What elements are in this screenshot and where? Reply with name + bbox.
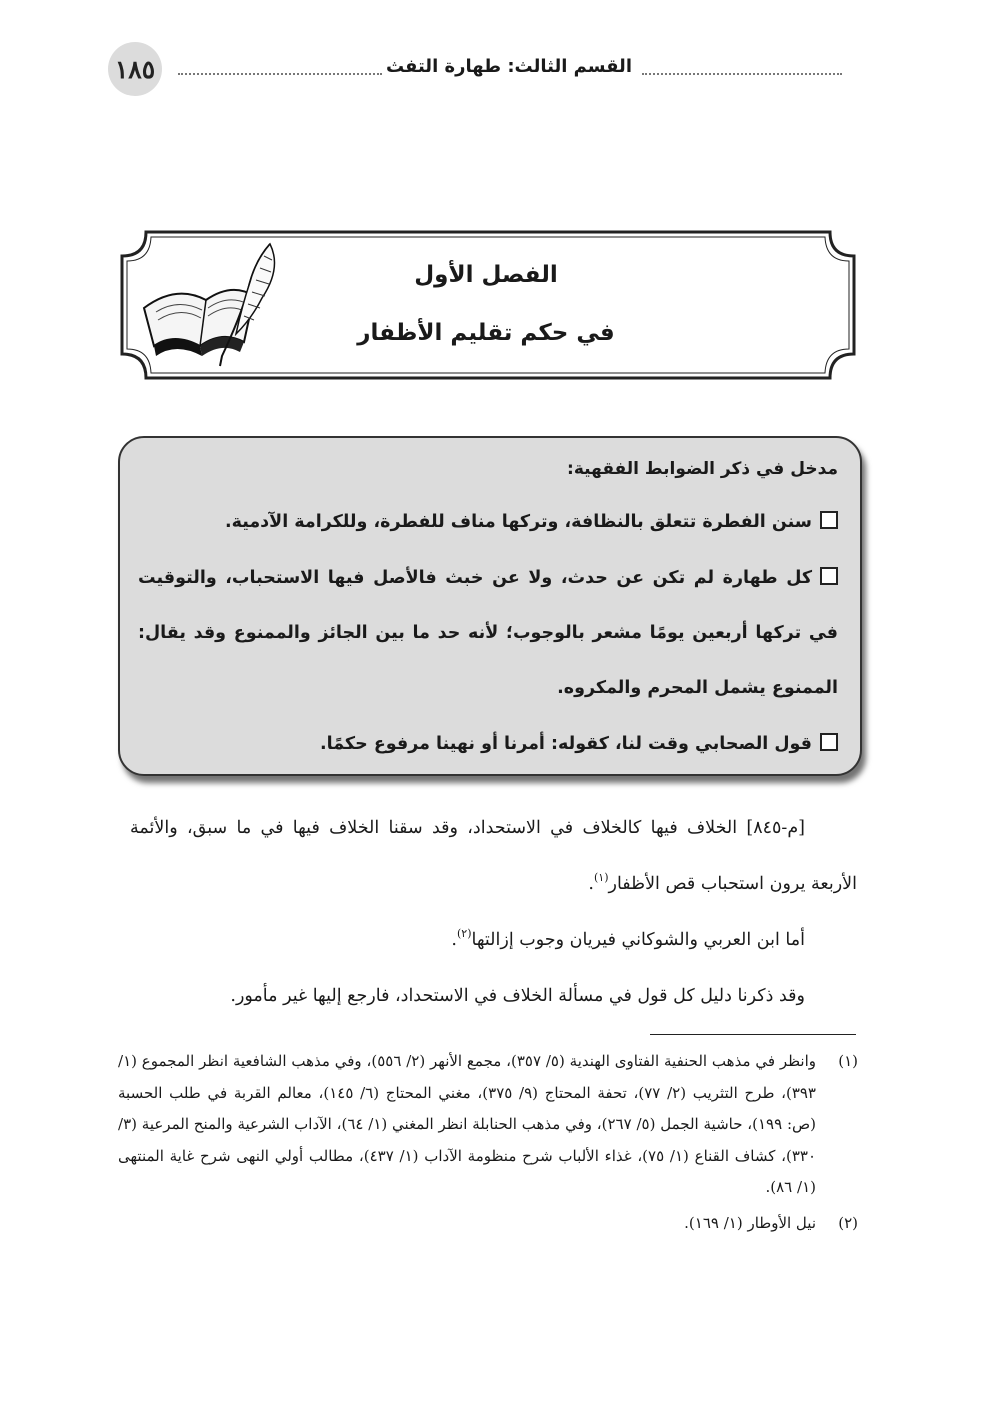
- footnote-ref[interactable]: (٢): [456, 927, 472, 940]
- footnote-separator: [650, 1034, 856, 1035]
- footnotes: [118, 1046, 858, 1239]
- rule-item: [138, 716, 838, 773]
- running-header-title: القسم الثالث: طهارة التفث: [385, 56, 632, 77]
- page-number: ١٨٥: [108, 42, 162, 96]
- rules-heading: مدخل في ذكر الضوابط الفقهية:: [567, 459, 838, 479]
- paragraph-punctuation: .: [451, 930, 457, 950]
- rule-item: [138, 551, 838, 716]
- page-header: [108, 42, 848, 98]
- footnote-number: (٢): [838, 1213, 858, 1232]
- checkbox-bullet-icon: [820, 733, 838, 751]
- book-and-quill-icon: [136, 238, 276, 378]
- footnote-text: وانظر في مذهب الحنفية الفتاوى الهندية (٥/ ٣٥٧)، مجمع الأنهر (٢/ ٥٥٦)، وفي مذهب الشافعية انظر المجموع (١/ ٣٩٣)، طرح التثريب (٢/ ٧٧)، تحفة المحتاج (٩/ ٣٧٥)، مغني المحتاج (٦/ ١٤٥)، معالم القربة في طلب الحسبة (ص: ١٩٩)، حاشية الجمل (٥/ ٢٦٧)، وفي مذهب الحنابلة انظر المغني (١/ ٦٤)، الآداب الشرعية والمنح المرعية (٣/ ٣٣٠)، كشاف القناع (١/ ٧٥)، غذاء الألباب شرح منظومة الآداب (١/ ٤٣٧)، مطالب أولي النهى شرح غاية المنتهى (١/ ٨٦).: [118, 1052, 817, 1196]
- paragraph: [130, 912, 857, 968]
- header-dotted-line-left: [178, 73, 382, 75]
- rule-text: قول الصحابي وقت لنا، كقوله: أمرنا أو نهينا مرفوع حكمًا.: [319, 734, 812, 754]
- rule-item: [138, 494, 838, 551]
- checkbox-bullet-icon: [820, 511, 838, 529]
- jurisprudential-rules-box: [118, 436, 862, 776]
- footnote: [118, 1046, 858, 1204]
- paragraph-text: [م-٨٤٥] الخلاف فيها كالخلاف في الاستحداد، وقد سقنا الخلاف فيها في ما سبق، والأئمة الأربعة يرون استحباب قص الأظفار: [130, 818, 857, 894]
- rule-text: كل طهارة لم تكن عن حدث، ولا عن خبث فالأصل فيها الاستحباب، والتوقيت في تركها أربعين يومًا مشعر بالوجوب؛ لأنه حد ما بين الجائز والممنوع وقد يقال: الممنوع يشمل المحرم والمكروه.: [138, 568, 838, 698]
- footnote: [118, 1208, 858, 1240]
- checkbox-bullet-icon: [820, 567, 838, 585]
- chapter-title: الفصل الأول: [414, 262, 558, 288]
- rule-text: سنن الفطرة تتعلق بالنظافة، وتركها مناف للفطرة، وللكرامة الآدمية.: [224, 512, 812, 532]
- header-dotted-line-right: [642, 73, 842, 75]
- body-text: [130, 800, 857, 1024]
- chapter-subtitle: في حكم تقليم الأظفار: [357, 320, 615, 346]
- paragraph-punctuation: .: [588, 874, 594, 894]
- footnote-text: نيل الأوطار (١/ ١٦٩).: [684, 1213, 816, 1232]
- paragraph: وقد ذكرنا دليل كل قول في مسألة الخلاف في الاستحداد، فارجع إليها غير مأمور.: [230, 986, 805, 1006]
- footnote-number: (١): [838, 1052, 858, 1070]
- footnote-ref[interactable]: (١): [594, 871, 609, 884]
- paragraph: [130, 800, 857, 912]
- chapter-title-frame: [116, 226, 860, 384]
- paragraph-text: أما ابن العربي والشوكاني فيريان وجوب إزالتها: [471, 930, 805, 950]
